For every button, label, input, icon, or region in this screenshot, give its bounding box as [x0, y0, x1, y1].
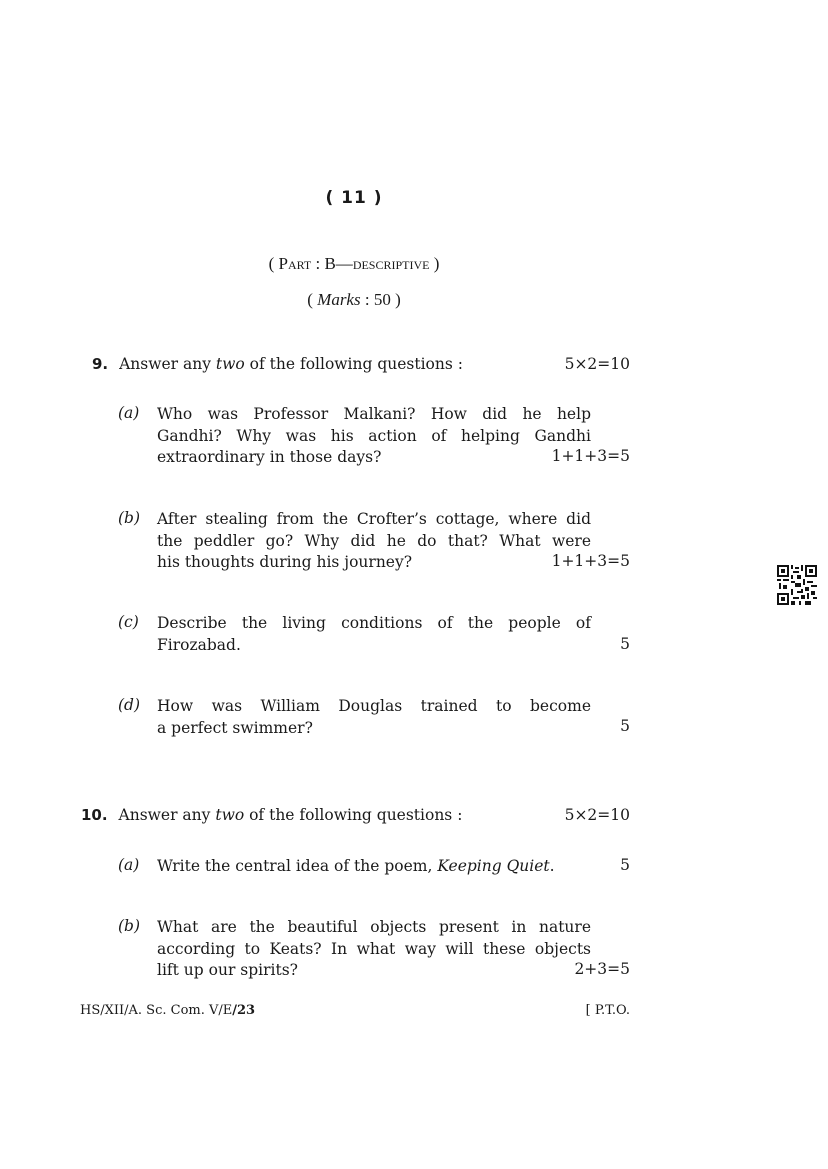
- question-9a-marks: 1+1+3=5: [551, 447, 630, 465]
- question-10a-marks: 5: [620, 856, 630, 874]
- question-9d-marks: 5: [620, 717, 630, 735]
- question-10b-marks: 2+3=5: [574, 960, 630, 978]
- page-number: ( 11 ): [325, 188, 383, 208]
- qr-code-icon: [777, 565, 817, 605]
- total-marks: ( Marks : 50 ): [307, 290, 401, 309]
- paper-code: HS/XII/A. Sc. Com. V/E/23: [80, 1003, 256, 1018]
- pto-note: [ P.T.O.: [585, 1003, 630, 1018]
- question-9-heading: 9. Answer any two of the following questions :: [92, 355, 463, 373]
- question-9-marks: 5×2=10: [564, 355, 630, 373]
- question-10-marks: 5×2=10: [564, 806, 630, 824]
- question-10-heading: 10. Answer any two of the following questions :: [81, 806, 463, 824]
- question-9c-marks: 5: [620, 635, 630, 653]
- question-9b-marks: 1+1+3=5: [551, 552, 630, 570]
- part-heading: ( Part : B—descriptive ): [268, 254, 440, 273]
